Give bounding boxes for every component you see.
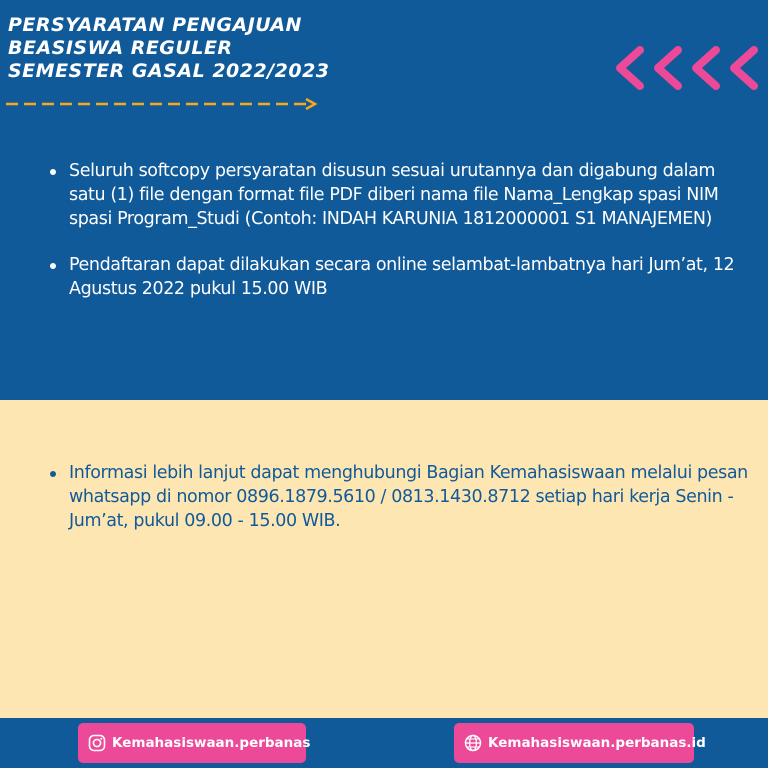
chevrons-decoration — [612, 46, 760, 90]
poster-title — [8, 14, 330, 83]
dashed-arrow-decoration — [4, 98, 320, 110]
title-line-3: SEMESTER GASAL 2022/2023 — [8, 60, 330, 82]
title-line-1: PERSYARATAN PENGAJUAN — [8, 14, 302, 36]
requirements-list — [50, 159, 750, 323]
instagram-handle: Kemahasiswaan.perbanas — [112, 735, 311, 751]
globe-icon — [464, 734, 482, 752]
website-link[interactable] — [454, 723, 706, 763]
instagram-icon — [88, 734, 106, 752]
list-item-contact: Informasi lebih lanjut dapat menghubungi Bagian Kemahasiswaan melalui pesan whatsapp di nomor 0896.1879.5610 / 0813.1430.8712 setiap hari kerja Senin - Jum’at, pukul 09.00 - 15.00 WIB. — [50, 461, 750, 533]
cream-section — [0, 400, 768, 718]
list-item-deadline: Pendaftaran dapat dilakukan secara online selambat-lambatnya hari Jum’at, 12 Agustus 2022 pukul 15.00 WIB — [50, 253, 750, 301]
title-line-2: BEASISWA REGULER — [8, 37, 233, 59]
list-item-softcopy: Seluruh softcopy persyaratan disusun sesuai urutannya dan digabung dalam satu (1) file dengan format file PDF diberi nama file Nama_Lengkap spasi NIM spasi Program_Studi (Contoh: INDAH KARUNIA 1812000001 S1 MANAJEMEN) — [50, 159, 750, 231]
instagram-link[interactable] — [78, 723, 311, 763]
contact-info-list — [50, 461, 750, 555]
website-url: Kemahasiswaan.perbanas.id — [488, 735, 706, 751]
